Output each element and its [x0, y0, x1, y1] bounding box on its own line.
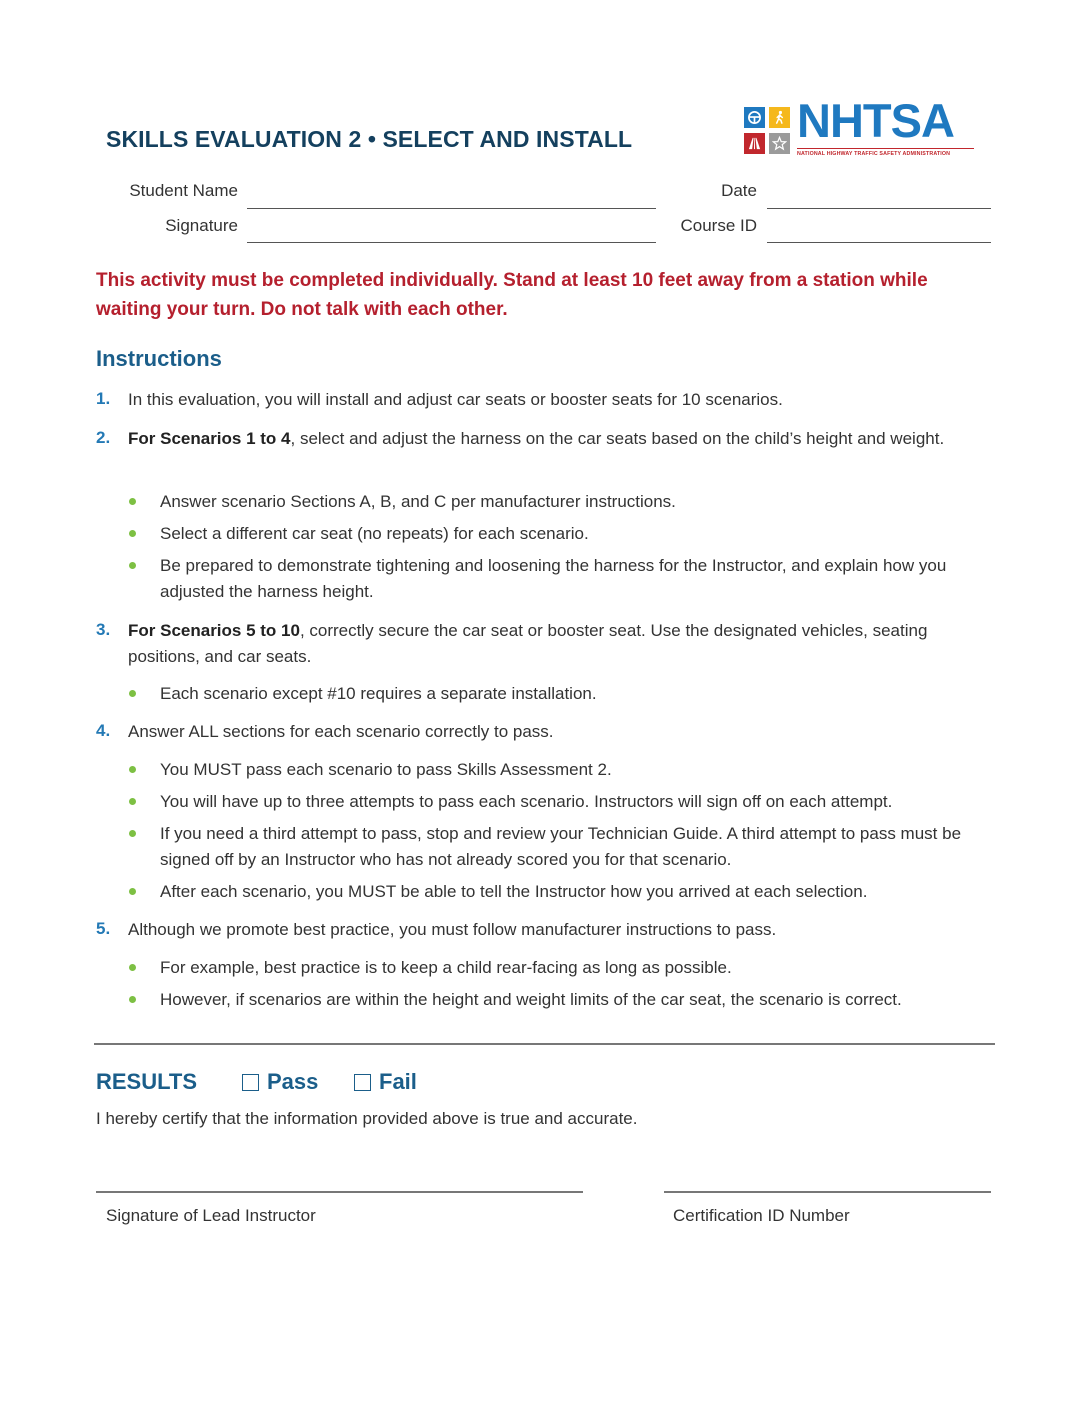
bullet-icon — [129, 766, 136, 773]
road-icon — [744, 133, 765, 154]
steering-wheel-icon — [744, 107, 765, 128]
logo-rule — [797, 148, 974, 149]
bullet-icon — [129, 690, 136, 697]
fail-checkbox[interactable] — [354, 1069, 417, 1095]
item-number: 3. — [96, 620, 111, 639]
bullet-icon — [129, 530, 136, 537]
bullet-item: Answer scenario Sections A, B, and C per manufacturer instructions. — [160, 492, 676, 511]
results-label: RESULTS — [96, 1069, 198, 1094]
bullet-icon — [129, 888, 136, 895]
signature-field[interactable] — [247, 242, 656, 243]
bullet-item: Be prepared to demonstrate tightening and loosening the harness for the Instructor, and explain how you adjusted the harness height. — [160, 556, 947, 601]
bullet-item: For example, best practice is to keep a child rear-facing as long as possible. — [160, 958, 732, 977]
bullet-item: If you need a third attempt to pass, stop and review your Technician Guide. A third attempt to pass must be signed off by an Instructor who has not already scored you for that scenario. — [160, 824, 962, 869]
item-number: 4. — [96, 721, 111, 740]
page-title: SKILLS EVALUATION 2 • SELECT AND INSTALL — [106, 126, 633, 152]
certification-statement: I hereby certify that the information provided above is true and accurate. — [96, 1109, 638, 1128]
signature-label: Signature — [165, 216, 238, 235]
item-number: 5. — [96, 919, 111, 938]
instruction-item: Answer ALL sections for each scenario correctly to pass. — [128, 722, 554, 741]
bullet-item: You will have up to three attempts to pass each scenario. Instructors will sign off on each attempt. — [160, 792, 893, 811]
date-field[interactable] — [767, 208, 991, 209]
nhtsa-logo — [744, 94, 976, 163]
course-id-field[interactable] — [767, 242, 991, 243]
instruction-item: In this evaluation, you will install and adjust car seats or booster seats for 10 scenarios. — [128, 390, 783, 409]
lead-instructor-signature-field[interactable] — [96, 1191, 583, 1193]
checkbox-icon[interactable] — [242, 1074, 259, 1091]
bullet-icon — [129, 964, 136, 971]
bullet-item: You MUST pass each scenario to pass Skills Assessment 2. — [160, 760, 612, 779]
bullet-icon — [129, 498, 136, 505]
bullet-item: After each scenario, you MUST be able to tell the Instructor how you arrived at each selection. — [160, 882, 868, 901]
warning-notice: This activity must be completed individually. Stand at least 10 feet away from a station while waiting your turn. Do not talk with each other. — [96, 270, 928, 320]
student-name-label: Student Name — [129, 181, 238, 200]
item-number: 1. — [96, 389, 111, 408]
student-name-field[interactable] — [247, 208, 656, 209]
fail-label: Fail — [379, 1069, 417, 1094]
bullet-item: Select a different car seat (no repeats) for each scenario. — [160, 524, 589, 543]
date-label: Date — [721, 181, 757, 200]
item-number: 2. — [96, 428, 111, 447]
certification-id-label: Certification ID Number — [673, 1206, 850, 1225]
pass-label: Pass — [267, 1069, 319, 1094]
bullet-icon — [129, 996, 136, 1003]
instruction-item: For Scenarios 1 to 4, select and adjust the harness on the car seats based on the child’s height and weight. — [128, 429, 945, 448]
instructions-heading: Instructions — [96, 346, 222, 371]
logo-wordmark: NHTSA — [797, 94, 954, 147]
bullet-icon — [129, 562, 136, 569]
course-id-label: Course ID — [680, 216, 757, 235]
bullet-item: However, if scenarios are within the height and weight limits of the car seat, the scenario is correct. — [160, 990, 902, 1009]
bullet-icon — [129, 830, 136, 837]
star-icon — [769, 133, 790, 154]
bullet-icon — [129, 798, 136, 805]
pedestrian-icon — [769, 107, 790, 128]
instruction-item: For Scenarios 5 to 10, correctly secure the car seat or booster seat. Use the designated vehicles, seating positions, and car seats. — [128, 621, 928, 666]
pass-checkbox[interactable] — [242, 1069, 318, 1095]
lead-instructor-label: Signature of Lead Instructor — [106, 1206, 316, 1225]
bullet-item: Each scenario except #10 requires a separate installation. — [160, 684, 597, 703]
certification-id-field[interactable] — [664, 1191, 991, 1193]
checkbox-icon[interactable] — [354, 1074, 371, 1091]
instruction-item: Although we promote best practice, you must follow manufacturer instructions to pass. — [128, 920, 777, 939]
logo-subtitle: NATIONAL HIGHWAY TRAFFIC SAFETY ADMINISTRATION — [797, 151, 951, 157]
section-divider — [94, 1043, 995, 1045]
